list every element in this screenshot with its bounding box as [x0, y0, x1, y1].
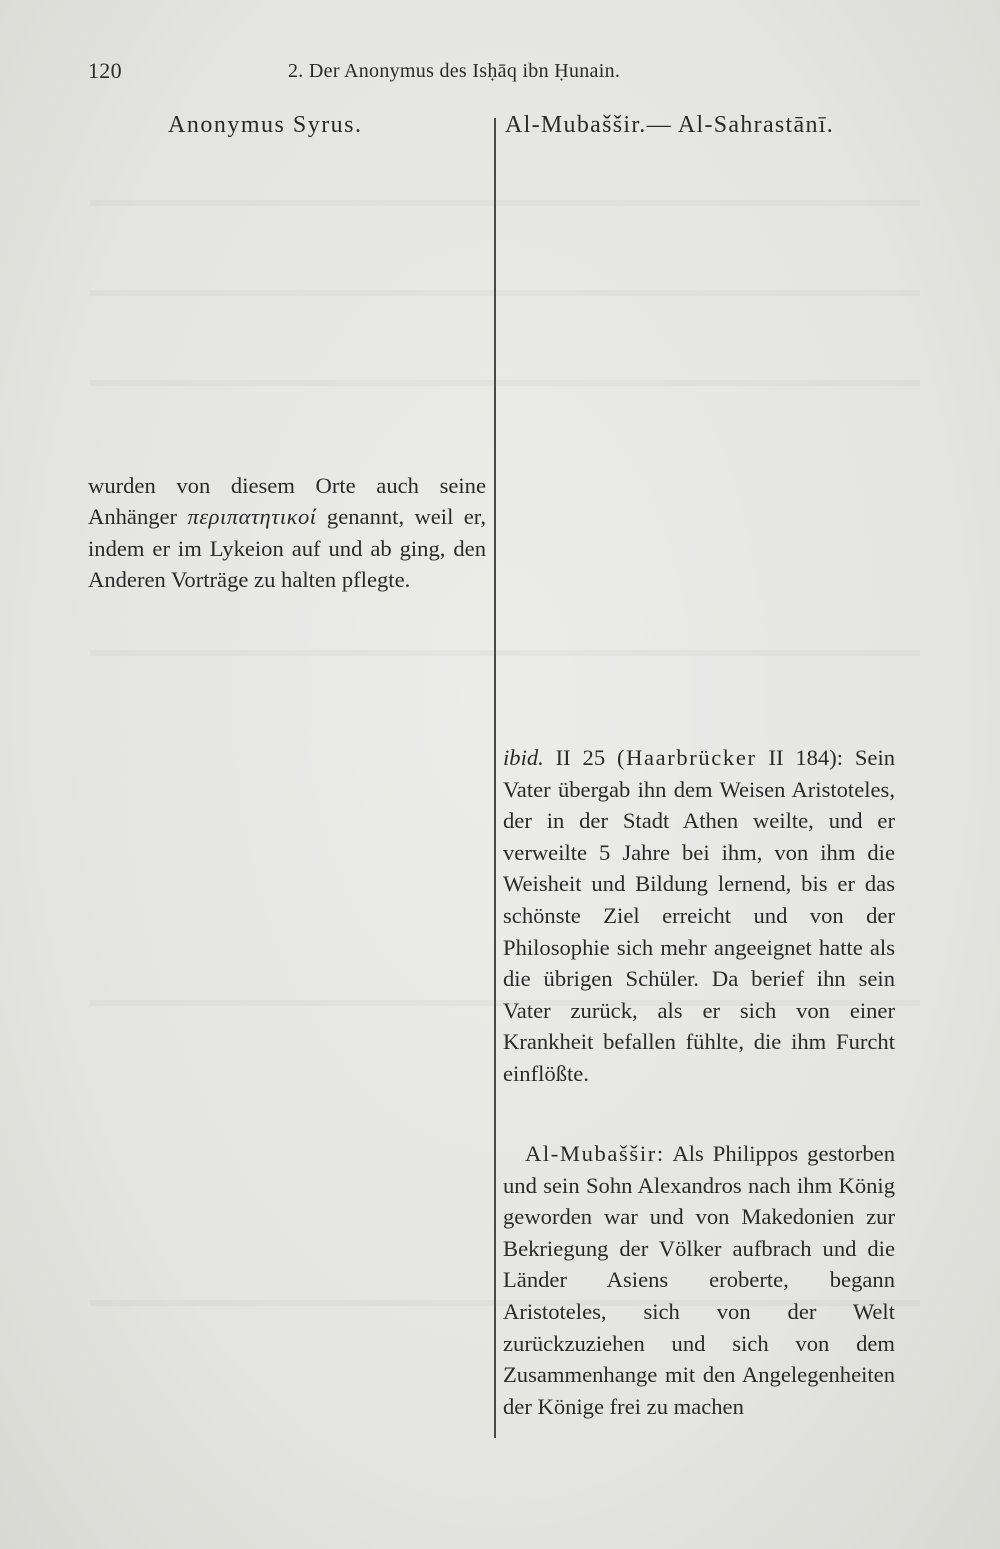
right-column-heading: Al-Mubaššir.— Al-Sahrastānī.: [505, 112, 835, 138]
right-column-paragraph-2: [503, 1138, 895, 1422]
bleed-through: [90, 290, 920, 296]
right-column-paragraph-1: [503, 742, 895, 1090]
left-text-start: wurden von diesem Orte auch seine Anhänger: [88, 473, 486, 530]
bleed-through: [90, 200, 920, 206]
paragraph-text: Sein Vater übergab ihn dem Weisen Aristoteles, der in der Stadt Athen weilte, und er verweilte 5 Jahre bei ihm, von ihm die Weisheit und Bildung lernend, bis er das schönste Ziel erreicht und von der Philosophie sich mehr angeeignet hatte als die übrigen Schüler. Da berief ihn sein Vater zurück, als er sich von einer Krankheit befallen fühlte, die ihm Furcht einflößte.: [503, 745, 896, 1086]
citation-source: (Haarbrücker: [616, 745, 757, 770]
column-divider: [494, 118, 496, 1438]
left-text-end: genannt, weil er, indem er im Lykeion auf und ab ging, den Anderen Vorträge zu halten pflegte.: [88, 504, 486, 593]
citation-number: II 25: [555, 745, 606, 770]
running-title: 2. Der Anonymus des Isḥāq ibn Ḥunain.: [288, 60, 621, 82]
left-column-heading: Anonymus Syrus.: [168, 112, 363, 138]
citation-source-page: II 184):: [768, 745, 844, 770]
left-column-paragraph: [88, 470, 486, 596]
citation-ibid: ibid.: [503, 745, 544, 770]
page-number: 120: [88, 58, 122, 83]
greek-term: περιπατητικοί: [187, 504, 317, 530]
page-header: [88, 58, 908, 92]
bleed-through: [90, 650, 920, 656]
bleed-through: [90, 380, 920, 386]
source-lead: Al-Mubaššir:: [525, 1141, 665, 1166]
paragraph-text: Als Philippos gestorben und sein Sohn Alexandros nach ihm König geworden war und von Makedonien zur Bekriegung der Völker aufbrach und die Länder Asiens eroberte, begann Aristoteles, sich von der Welt zurückzuziehen und sich von dem Zusammenhange mit den Angelegenheiten der Könige frei zu machen: [503, 1141, 895, 1419]
